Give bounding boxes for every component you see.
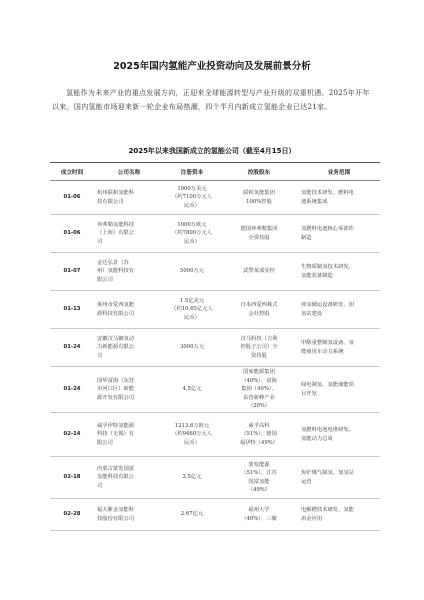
cell-capital [164, 413, 220, 457]
cell-date [50, 499, 94, 531]
cell-shareholder-text: 威孚高科 （51%）、德国 福伊特（49%） [239, 422, 279, 446]
cell-capital [164, 329, 220, 367]
cell-company-text: 安徽汉马御氢动 力新能源有限公 司 [97, 335, 135, 359]
cell-date-text: 01-07 [63, 268, 81, 275]
cell-company-text: 金达弘景（苏 州）氢能科技有 限公司 [97, 259, 135, 283]
cell-company [94, 457, 164, 499]
cell-date-text: 02-14 [63, 431, 81, 438]
cell-company-text: 杭州联和氢能科 技有限公司 [97, 190, 135, 205]
table-header-row [50, 163, 380, 181]
cell-shareholder [220, 499, 298, 531]
cell-shareholder [220, 457, 298, 499]
cell-shareholder-text: 汉马科技（吉利 控股子公司）全 资持股 [240, 335, 278, 359]
cell-capital-text: 4.5亿元 [182, 386, 202, 393]
cell-shareholder [220, 253, 298, 291]
table-row [50, 367, 380, 413]
header-capital: 注册资本 [164, 163, 220, 181]
header-company: 公司名称 [94, 163, 164, 181]
intro-paragraph: 氢能作为未来产业的重点发展方向，正迎来全球能源转型与产业升级的双重机遇。2025年开年以来，国内氢能市场迎来新一轮企业布局热潮，四个半月内新成立氢能企业已达21家。 [52, 89, 370, 111]
cell-date [50, 329, 94, 367]
cell-date-text: 01-06 [63, 194, 81, 201]
cell-company-text: 福大紫金氢能科 技股份有限公司 [97, 507, 135, 522]
cell-shareholder [220, 367, 298, 413]
cell-shareholder-text: 国家能源集团 （40%）、富海 集团（40%）、 东营新峰产业 （20%） [241, 369, 277, 410]
cell-scope [298, 181, 380, 215]
cell-capital [164, 181, 220, 215]
table-row [50, 215, 380, 253]
cell-capital-text: 1213.6万欧元 （约9460万元人 民币） [172, 422, 212, 446]
cell-shareholder [220, 215, 298, 253]
cell-shareholder [220, 181, 298, 215]
cell-scope-text: 氢燃料电池核心零部件 制造 [301, 226, 354, 241]
header-shareholder: 控股股东 [220, 163, 298, 181]
table-row [50, 457, 380, 499]
table-row [50, 253, 380, 291]
cell-company [94, 499, 164, 531]
table-row [50, 181, 380, 215]
cell-shareholder-text: 福州大学 （40%）、三聚 [241, 507, 277, 522]
cell-shareholder-text: 蒙发能源 （51%）、江苏 国富氢能 （49%） [241, 461, 277, 493]
cell-capital [164, 457, 220, 499]
cell-scope [298, 413, 380, 457]
cell-scope-text: 电解槽技术研发、氢能 冶金应用 [301, 507, 354, 522]
cell-company-text: 国华富海（东营 市河口区）新能 源开发有限公司 [97, 377, 135, 401]
cell-scope [298, 291, 380, 329]
cell-company [94, 329, 164, 367]
cell-capital [164, 367, 220, 413]
cell-date-text: 02-28 [63, 511, 81, 518]
cell-shareholder-text: 德国奔弗勒集团 全资持股 [240, 226, 278, 241]
cell-date [50, 291, 94, 329]
cell-shareholder-text: 日本西爱西株式 会社控股 [240, 302, 278, 317]
cell-capital [164, 253, 220, 291]
cell-scope [298, 329, 380, 367]
cell-shareholder-text: 武警某部实控 [243, 268, 275, 275]
cell-shareholder [220, 329, 298, 367]
cell-company [94, 413, 164, 457]
cell-company [94, 253, 164, 291]
cell-capital [164, 291, 220, 329]
cell-scope-text: 氢燃料电池电堆研发、 氢能动力总成 [301, 427, 354, 442]
cell-capital-text: 2.5亿元 [182, 474, 202, 481]
cell-shareholder [220, 413, 298, 457]
cell-shareholder [220, 291, 298, 329]
table-row [50, 291, 380, 329]
header-date: 成立时间 [50, 163, 94, 181]
table-row [50, 329, 380, 367]
cell-scope [298, 367, 380, 413]
cell-capital [164, 499, 220, 531]
cell-company [94, 181, 164, 215]
cell-capital-text: 5000万元 [179, 268, 205, 275]
cell-capital-text: 1000万欧元 （约7800万元人 民币） [172, 221, 212, 245]
cell-date [50, 253, 94, 291]
cell-date-text: 02-18 [63, 474, 81, 481]
cell-company-text: 威孚伊特氢能源 科技（无锡）有 限公司 [97, 422, 135, 446]
cell-date [50, 181, 94, 215]
cell-capital-text: 1000万美元 （约7100万元人 民币） [172, 185, 212, 209]
cell-date-text: 01-24 [63, 386, 81, 393]
cell-shareholder-text: 联和氢能集团 100%控股 [243, 190, 275, 205]
cell-date [50, 367, 94, 413]
cell-capital-text: 3000万元 [179, 344, 205, 351]
cell-scope-text: 生物质制氢技术研发、 氢能装备制造 [301, 264, 354, 279]
cell-company [94, 215, 164, 253]
cell-scope [298, 457, 380, 499]
cell-company [94, 291, 164, 329]
cell-capital [164, 215, 220, 253]
cell-scope-text: 氢能技术研发、燃料电 池系统集成 [301, 190, 354, 205]
cell-scope [298, 499, 380, 531]
cell-capital-text: 1.5亿美元 （约10.65亿元人 民币） [171, 297, 213, 321]
cell-scope-text: 甲醇重整制氢设备、氢 能商用车动力系统 [301, 340, 354, 355]
cell-scope [298, 253, 380, 291]
cell-company [94, 367, 164, 413]
table-row [50, 413, 380, 457]
cell-scope-text: 绿电制氢、氢能储能项 目开发 [301, 382, 354, 397]
table-row [50, 499, 380, 531]
cell-scope-text: 焦炉煤气制氢、加氢站 运营 [301, 470, 354, 485]
cell-company-text: 内蒙古蒙发国富 氢能科技有限公 司 [97, 465, 135, 489]
cell-date [50, 457, 94, 499]
cell-date [50, 215, 94, 253]
document-title: 2025年国内氢能产业投资动向及发展前景分析 [113, 61, 311, 72]
cell-scope [298, 215, 380, 253]
cell-date-text: 01-06 [63, 230, 81, 237]
header-scope: 业务范围 [298, 163, 380, 181]
cell-date [50, 413, 94, 457]
cell-date-text: 01-13 [63, 306, 81, 313]
table-title: 2025年以来我国新成立的氢能公司（截至4月15日） [128, 147, 296, 155]
cell-scope-text: 液氢储运设备研发、加 氢站建设 [301, 302, 354, 317]
cell-company-text: 奔弗勒氢能科技 （上海）有限公 司 [97, 221, 135, 245]
cell-capital-text: 2.67亿元 [180, 511, 204, 518]
company-table [50, 162, 380, 531]
cell-date-text: 01-24 [63, 344, 81, 351]
cell-company-text: 莱州市爱西氢能 源科技有限公司 [97, 302, 135, 317]
